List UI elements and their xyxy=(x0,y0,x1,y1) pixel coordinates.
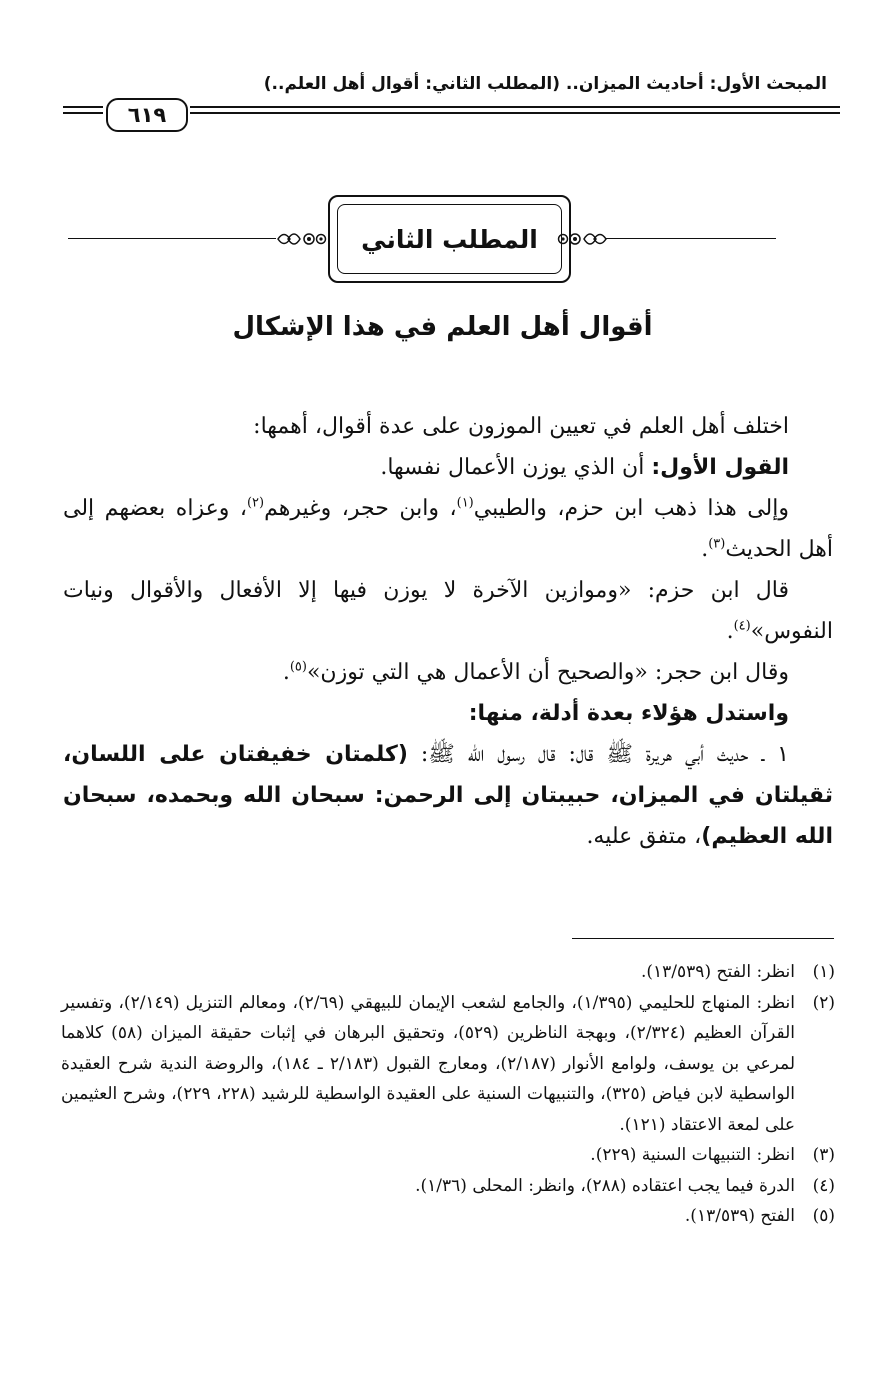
footnote-number: (٥) xyxy=(812,1206,835,1226)
proponents-text: . xyxy=(701,537,709,562)
body-text xyxy=(63,406,833,857)
footnote-ref[interactable]: (٤) xyxy=(733,618,751,634)
header-double-rule xyxy=(190,106,840,114)
footnote-number: (٤) xyxy=(812,1175,835,1196)
paragraph-first-opinion xyxy=(63,447,833,488)
paragraph-ibn-hajar-quote xyxy=(63,652,833,693)
section-title-box xyxy=(328,195,571,283)
quote-text: . xyxy=(282,660,290,685)
header-double-rule-left xyxy=(63,106,103,114)
section-title: المطلب الثاني xyxy=(337,204,562,274)
footnote-text: انظر: التنبيهات السنية (٢٢٩). xyxy=(590,1145,795,1165)
footnote-ref[interactable]: (٢) xyxy=(246,495,265,511)
paragraph-intro: اختلف أهل العلم في تعيين الموزون على عدة أقوال، أهمها: xyxy=(253,414,789,439)
quote-text: . xyxy=(726,619,734,644)
paragraph-evidence-intro: واستدل هؤلاء بعدة أدلة، منها: xyxy=(468,701,789,726)
footnote-text: الفتح (١٣/٥٣٩). xyxy=(684,1206,795,1226)
proponents-text: ، وعزاه بعضهم إلى أهل الحديث xyxy=(63,496,833,562)
quote-text: وقال ابن حجر: «والصحيح أن الأعمال هي التي توزن» xyxy=(306,660,789,685)
proponents-text: وإلى هذا ذهب ابن حزم، والطيبي xyxy=(473,496,789,521)
hadith-text: (كلمتان خفيفتان على اللسان، ثقيلتان في الميزان، حبيبتان إلى الرحمن: سبحان الله وبحمده، سبحان الله العظيم) xyxy=(63,742,833,849)
footnote-text: انظر: الفتح (١٣/٥٣٩). xyxy=(641,962,795,982)
first-opinion-label: القول الأول: xyxy=(651,455,789,480)
footnote-ref[interactable]: (١) xyxy=(456,495,474,511)
page-number: ٦١٩ xyxy=(106,98,188,132)
title-rule-right xyxy=(606,238,776,239)
footnote-item xyxy=(61,1171,835,1202)
footnote-ref[interactable]: (٣) xyxy=(708,536,726,552)
hadith-source: ، متفق عليه. xyxy=(586,824,702,849)
footnote-item xyxy=(61,957,835,988)
hadith-intro: ١ ـ حديث أبي هريرة ﷺ قال: قال رسول الله ﷺ: xyxy=(407,742,789,767)
title-rule-left xyxy=(68,238,276,239)
footnote-number: (١) xyxy=(812,962,835,982)
paragraph-ibn-hazm-quote xyxy=(63,570,833,652)
first-opinion-text: أن الذي يوزن الأعمال نفسها. xyxy=(380,455,645,480)
footnote-text: الدرة فيما يجب اعتقاده (٢٨٨)، وانظر: المحلى (١/٣٦). xyxy=(415,1175,795,1196)
footnote-item xyxy=(61,988,835,1141)
footnote-item xyxy=(61,1140,835,1171)
running-header: المبحث الأول: أحاديث الميزان.. (المطلب الثاني: أقوال أهل العلم..) xyxy=(263,74,827,94)
paragraph-hadith xyxy=(63,734,833,857)
footnote-item xyxy=(61,1201,835,1232)
footnote-number: (٣) xyxy=(812,1145,835,1165)
footnote-number: (٢) xyxy=(812,992,835,1013)
footnote-ref[interactable]: (٥) xyxy=(289,659,307,675)
paragraph-proponents xyxy=(63,488,833,570)
section-heading: أقوال أهل العلم في هذا الإشكال xyxy=(232,312,653,342)
ornament-left-icon xyxy=(276,226,328,252)
footnote-separator xyxy=(572,938,834,939)
ornament-right-icon xyxy=(556,226,608,252)
footnotes xyxy=(61,957,835,1232)
footnote-text: انظر: المنهاج للحليمي (١/٣٩٥)، والجامع لشعب الإيمان للبيهقي (٢/٦٩)، ومعالم التنزيل (٢/١٤٩)، وتفسير القرآن العظيم (٢/٣٢٤)، وبهجة الناظرين (٥٢٩)، وتحقيق البرهان في إثبات حقيقة الميزان (٥٨) كلاهما لمرعي بن يوسف، ولوامع الأنوار (٢/١٨٧)، ومعارج القبول (٢/١٨٣ ـ ١٨٤)، والروضة الندية شرح العقيدة الواسطية لابن فياض (٣٢٥)، والتنبيهات السنية على العقيدة الواسطية للرشيد (٢٢٨، ٢٢٩)، وشرح العثيمين على لمعة الاعتقاد (١٢١). xyxy=(61,992,796,1135)
quote-text: قال ابن حزم: «وموازين الآخرة لا يوزن فيها إلا الأفعال والأقوال ونيات النفوس» xyxy=(63,578,833,644)
proponents-text: ، وابن حجر، وغيرهم xyxy=(264,496,457,521)
